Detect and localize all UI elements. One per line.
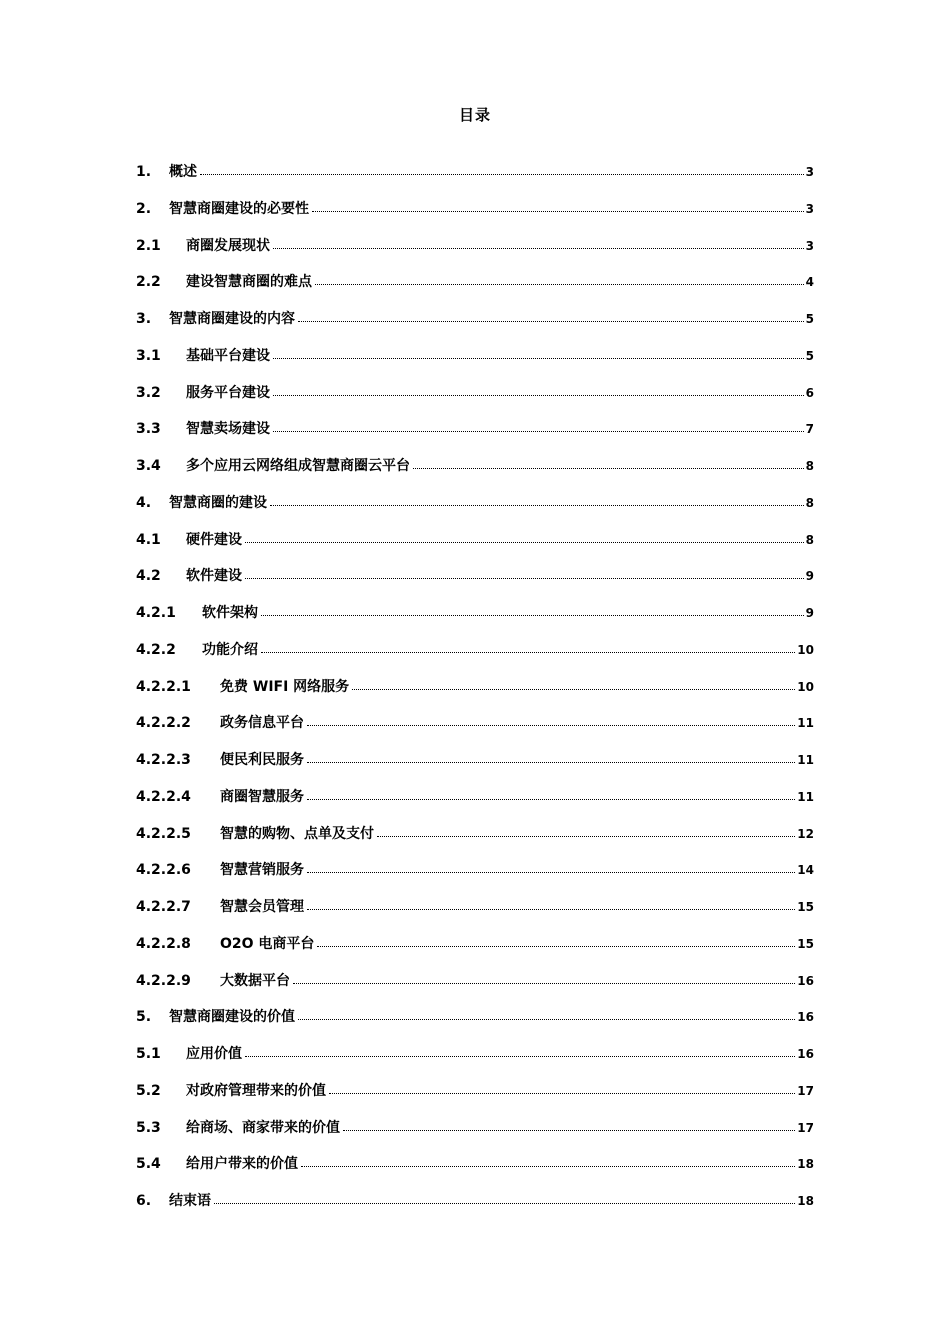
toc-entry-title: 智慧商圈建设的价值 bbox=[169, 1009, 295, 1026]
toc-entry-title: 功能介绍 bbox=[202, 641, 258, 658]
toc-entry-number: 5. bbox=[136, 1009, 152, 1026]
toc-entry-page-number: 5 bbox=[805, 312, 814, 326]
toc-entry-page-number: 11 bbox=[797, 753, 814, 767]
toc-entry-page-number: 10 bbox=[797, 642, 814, 657]
toc-entry[interactable] bbox=[136, 454, 814, 491]
toc-dot-leader bbox=[245, 541, 804, 543]
toc-entry-title: 智慧营销服务 bbox=[220, 862, 304, 879]
toc-dot-leader bbox=[301, 1165, 795, 1167]
toc-entry-number: 2. bbox=[136, 200, 152, 217]
toc-entry-page-number: 3 bbox=[805, 165, 814, 179]
toc-dot-leader bbox=[214, 1202, 795, 1204]
toc-entry-number: 4.2.2.4 bbox=[136, 788, 191, 805]
toc-entry[interactable] bbox=[136, 491, 814, 528]
toc-entry[interactable] bbox=[136, 234, 814, 271]
toc-entry-number: 4.2.2.3 bbox=[136, 752, 191, 768]
toc-dot-leader bbox=[273, 357, 804, 359]
toc-entry-title: 大数据平台 bbox=[220, 972, 290, 989]
toc-entry-number: 3.2 bbox=[136, 384, 161, 401]
toc-entry[interactable] bbox=[136, 785, 814, 822]
toc-dot-leader bbox=[200, 173, 804, 175]
toc-entry-title: 软件建设 bbox=[186, 568, 242, 585]
toc-entry-title: 智慧商圈建设的内容 bbox=[169, 311, 295, 327]
toc-dot-leader bbox=[413, 467, 804, 469]
toc-entry[interactable] bbox=[136, 344, 814, 381]
toc-entry[interactable] bbox=[136, 1005, 814, 1042]
toc-entry-number: 4.2.2.2 bbox=[136, 715, 191, 732]
toc-entry-page-number: 3 bbox=[805, 238, 814, 253]
toc-entry-number: 4.2.2 bbox=[136, 641, 176, 658]
toc-entry-title: 智慧商圈建设的必要性 bbox=[169, 200, 309, 217]
toc-entry-number: 4.2.1 bbox=[136, 605, 176, 621]
toc-entry-title: 应用价值 bbox=[186, 1046, 242, 1062]
toc-dot-leader bbox=[298, 1018, 795, 1020]
toc-entry-page-number: 17 bbox=[797, 1120, 814, 1135]
toc-dot-leader bbox=[273, 430, 804, 432]
toc-dot-leader bbox=[307, 871, 795, 873]
toc-dot-leader bbox=[273, 247, 804, 249]
toc-entry-title: 结束语 bbox=[169, 1193, 211, 1209]
toc-entry-number: 4.2.2.6 bbox=[136, 862, 191, 879]
toc-entry-number: 3. bbox=[136, 311, 152, 327]
toc-entry-title: 智慧卖场建设 bbox=[186, 421, 270, 438]
toc-entry-number: 5.2 bbox=[136, 1082, 161, 1099]
toc-entry[interactable] bbox=[136, 711, 814, 748]
toc-entry[interactable] bbox=[136, 1079, 814, 1116]
toc-dot-leader bbox=[293, 982, 795, 984]
toc-entry-page-number: 15 bbox=[797, 936, 814, 951]
toc-entry-page-number: 7 bbox=[805, 422, 814, 437]
toc-dot-leader bbox=[307, 761, 795, 763]
toc-entry-title: 给商场、商家带来的价值 bbox=[186, 1119, 340, 1136]
toc-entry[interactable] bbox=[136, 638, 814, 675]
toc-entry-number: 2.1 bbox=[136, 237, 161, 254]
toc-entry-title: 基础平台建设 bbox=[186, 347, 270, 364]
toc-entry-page-number: 9 bbox=[805, 569, 814, 584]
toc-dot-leader bbox=[298, 320, 804, 322]
toc-entry[interactable] bbox=[136, 1042, 814, 1079]
toc-entry[interactable] bbox=[136, 528, 814, 565]
toc-title: 目录 bbox=[458, 106, 491, 124]
toc-entry-title: 智慧的购物、点单及支付 bbox=[220, 825, 374, 842]
toc-entry-page-number: 11 bbox=[797, 716, 814, 731]
toc-entry-number: 5.4 bbox=[136, 1156, 161, 1173]
toc-dot-leader bbox=[329, 1092, 795, 1094]
toc-dot-leader bbox=[307, 798, 795, 800]
toc-entry[interactable] bbox=[136, 417, 814, 454]
toc-entry[interactable] bbox=[136, 1116, 814, 1153]
toc-entry-title: 智慧商圈的建设 bbox=[169, 494, 267, 511]
toc-entry-page-number: 12 bbox=[797, 826, 814, 841]
toc-entry-title: 建设智慧商圈的难点 bbox=[186, 274, 312, 291]
toc-entry-number: 5.1 bbox=[136, 1046, 161, 1062]
toc-entry[interactable] bbox=[136, 1152, 814, 1189]
toc-entry-title: 硬件建设 bbox=[186, 531, 242, 548]
toc-entry-title: 对政府管理带来的价值 bbox=[186, 1082, 326, 1099]
toc-entry-number: 3.4 bbox=[136, 458, 161, 474]
toc-entry-number: 5.3 bbox=[136, 1119, 161, 1136]
toc-dot-leader bbox=[352, 688, 795, 690]
toc-entry-page-number: 17 bbox=[797, 1083, 814, 1098]
toc-entry[interactable] bbox=[136, 858, 814, 895]
toc-entry-page-number: 8 bbox=[805, 532, 814, 547]
toc-entry-page-number: 6 bbox=[805, 385, 814, 400]
toc-entry-page-number: 16 bbox=[797, 1010, 814, 1025]
toc-entry[interactable] bbox=[136, 748, 814, 785]
toc-dot-leader bbox=[307, 908, 795, 910]
toc-entry-number: 4.1 bbox=[136, 531, 161, 548]
toc-entry-page-number: 9 bbox=[805, 606, 814, 620]
toc-entry-number: 4.2.2.8 bbox=[136, 935, 191, 952]
toc-dot-leader bbox=[245, 1055, 795, 1057]
toc-entry[interactable] bbox=[136, 307, 814, 344]
toc-entry-title: 政务信息平台 bbox=[220, 715, 304, 732]
toc-entry-number: 4.2.2.1 bbox=[136, 678, 191, 695]
toc-entry-title: 服务平台建设 bbox=[186, 384, 270, 401]
toc-dot-leader bbox=[245, 577, 804, 579]
toc-entry-number: 2.2 bbox=[136, 274, 161, 291]
toc-entry-title: 软件架构 bbox=[202, 605, 258, 621]
toc-entry-title: 概述 bbox=[169, 164, 197, 180]
toc-entry[interactable] bbox=[136, 197, 814, 234]
toc-entry-title: 便民利民服务 bbox=[220, 752, 304, 768]
toc-entry[interactable] bbox=[136, 1189, 814, 1226]
toc-entry[interactable] bbox=[136, 270, 814, 307]
toc-entry-title: 多个应用云网络组成智慧商圈云平台 bbox=[186, 458, 410, 474]
toc-dot-leader bbox=[307, 724, 795, 726]
toc-entry[interactable] bbox=[136, 895, 814, 932]
toc-dot-leader bbox=[315, 283, 804, 285]
toc-entry-number: 3.1 bbox=[136, 347, 161, 364]
toc-entry-page-number: 4 bbox=[805, 275, 814, 290]
toc-dot-leader bbox=[312, 210, 804, 212]
toc-dot-leader bbox=[273, 394, 804, 396]
toc-entry-page-number: 11 bbox=[797, 789, 814, 804]
toc-entry-page-number: 8 bbox=[805, 459, 814, 473]
toc-entry-number: 4.2 bbox=[136, 568, 161, 585]
toc-entry[interactable] bbox=[136, 381, 814, 418]
toc-entry-number: 4.2.2.7 bbox=[136, 899, 191, 915]
toc-entry-number: 4.2.2.5 bbox=[136, 825, 191, 842]
toc-entry-number: 6. bbox=[136, 1193, 152, 1209]
toc-entry-page-number: 10 bbox=[797, 679, 814, 694]
toc-entry-title: 智慧会员管理 bbox=[220, 899, 304, 915]
toc-dot-leader bbox=[343, 1129, 795, 1131]
toc-entry-title: 免费 WIFI 网络服务 bbox=[220, 678, 350, 695]
toc-entry-page-number: 5 bbox=[805, 348, 814, 363]
toc-entry[interactable] bbox=[136, 969, 814, 1006]
toc-entry-number: 3.3 bbox=[136, 421, 161, 438]
toc-entry-title: 商圈智慧服务 bbox=[220, 788, 304, 805]
toc-dot-leader bbox=[261, 614, 804, 616]
toc-entry-page-number: 14 bbox=[797, 863, 814, 878]
toc-entry-page-number: 16 bbox=[797, 973, 814, 988]
toc-entry[interactable] bbox=[136, 675, 814, 712]
toc-entry-title: 给用户带来的价值 bbox=[186, 1156, 298, 1173]
toc-dot-leader bbox=[377, 835, 795, 837]
toc-dot-leader bbox=[270, 504, 804, 506]
toc-entry-number: 4. bbox=[136, 494, 152, 511]
toc-entry-number: 4.2.2.9 bbox=[136, 972, 191, 989]
toc-entry[interactable] bbox=[136, 601, 814, 638]
toc-entry-page-number: 8 bbox=[805, 495, 814, 510]
toc-list bbox=[136, 160, 814, 1226]
toc-entry-number: 1. bbox=[136, 164, 152, 180]
toc-entry-page-number: 3 bbox=[805, 201, 814, 216]
toc-entry[interactable] bbox=[136, 564, 814, 601]
toc-entry-title: 商圈发展现状 bbox=[186, 237, 270, 254]
toc-entry-page-number: 18 bbox=[797, 1157, 814, 1172]
toc-entry-page-number: 15 bbox=[797, 900, 814, 914]
toc-entry[interactable] bbox=[136, 160, 814, 197]
toc-entry-page-number: 18 bbox=[797, 1194, 814, 1208]
toc-entry[interactable] bbox=[136, 932, 814, 969]
toc-entry-title: O2O 电商平台 bbox=[220, 935, 315, 952]
toc-dot-leader bbox=[261, 651, 795, 653]
toc-dot-leader bbox=[317, 945, 795, 947]
toc-entry-page-number: 16 bbox=[797, 1047, 814, 1061]
toc-entry[interactable] bbox=[136, 822, 814, 859]
